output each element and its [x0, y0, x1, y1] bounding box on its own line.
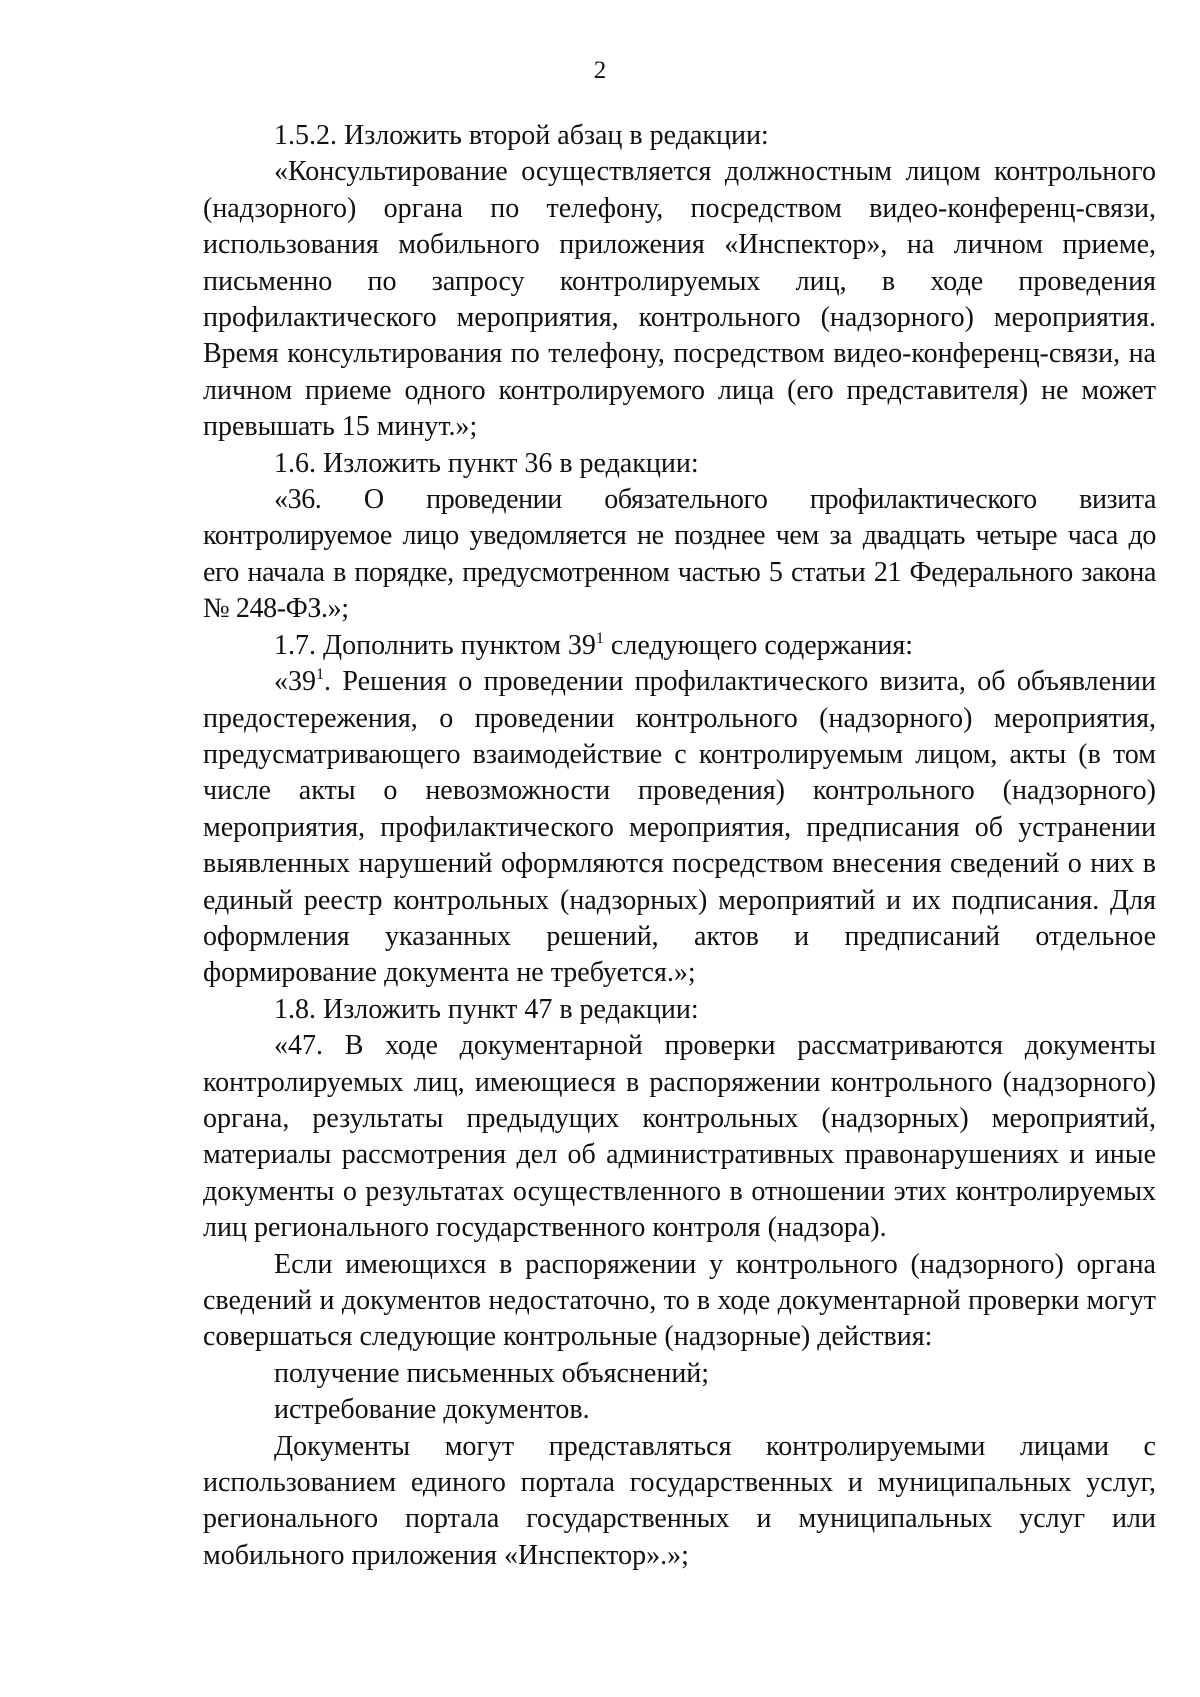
paragraph-1-7-heading [203, 628, 1156, 664]
superscript-mark: 1 [316, 666, 324, 684]
paragraph-item-39-1-end: . Решения о проведении профилактического визита, об объявлении предостережения, о проведении контрольного (надзорного) мероприятия, предусматривающего взаимодействие с контролируемым лицом, акты (в том числе акты о невозможности проведения) контрольного (надзорного) мероприятия, профилактического мероприятия, предписания об устранении выявленных нарушений оформляются посредством внесения сведений о них в единый реестр контрольных (надзорных) мероприятий и их подписания. Для оформления указанных решений, актов и предписаний отдельное формирование документа не требуется.»; [203, 666, 1156, 989]
paragraph-consultation-text: «Консультирование осуществляется должностным лицом контрольного (надзорного) органа по телефону, посредством видео-конференц-связи, использования мобильного приложения «Инспектор», на личном приеме, письменно по запросу контролируемых лиц, в ходе проведения профилактического мероприятия, контрольного (надзорного) мероприятия. Время консультирования по телефону, посредством видео-конференц-связи, на личном приеме одного контролируемого лица (его представителя) не может превышать 15 минут.»; [203, 156, 1156, 443]
paragraph-item-39-1-start: «39 [274, 666, 316, 698]
paragraph-documents-submission: Документы могут представляться контролируемыми лицами с использованием единого портала государственных и муниципальных услуг, регионального портала государственных и муниципальных услуг или мобильного приложения «Инспектор».»; [203, 1430, 1156, 1571]
paragraph-item-47-text: «47. В ходе документарной проверки рассматриваются документы контролируемых лиц, имеющиеся в распоряжении контрольного (надзорного) органа, результаты предыдущих контрольных (надзорных) мероприятий, материалы рассмотрения дел об административных правонарушениях и иные документы о результатах осуществленного в отношении этих контролируемых лиц регионального государственного контроля (надзора). [203, 1030, 1156, 1244]
paragraph-1-5-2-heading: 1.5.2. Изложить второй абзац в редакции: [274, 120, 769, 151]
paragraph-action-documents: истребование документов. [274, 1394, 590, 1426]
paragraph-1-8-heading: 1.8. Изложить пункт 47 в редакции: [274, 993, 699, 1025]
document-body [203, 118, 1156, 1574]
page-number: 2 [593, 57, 607, 84]
paragraph-1-7-heading-start: 1.7. Дополнить пунктом 39 [274, 629, 596, 661]
paragraph-1-7-heading-end: следующего содержания: [603, 629, 914, 661]
paragraph-item-39-1-text [203, 664, 1156, 992]
superscript-mark: 1 [595, 629, 604, 647]
paragraph-insufficient-documents: Если имеющихся в распоряжении у контрольного (надзорного) органа сведений и документов недостаточно, то в ходе документарной проверки могут совершаться следующие контрольные (надзорные) действия: [203, 1248, 1156, 1353]
paragraph-action-explanations: получение письменных объяснений; [274, 1357, 710, 1389]
paragraph-item-36-text: «36. О проведении обязательного профилактического визита контролируемое лицо уведомляется не позднее чем за двадцать четыре часа до его начала в порядке, предусмотренном частью 5 статьи 21 Федерального закона № 248-ФЗ.»; [203, 484, 1156, 625]
paragraph-1-6-heading: 1.6. Изложить пункт 36 в редакции: [274, 447, 699, 479]
